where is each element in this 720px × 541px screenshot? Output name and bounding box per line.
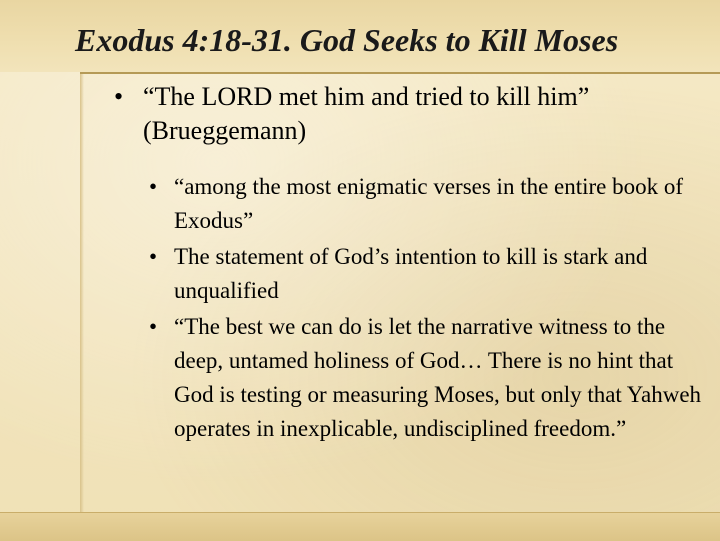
sub-bullet-1 bbox=[145, 170, 710, 238]
sub-bullet-list bbox=[110, 170, 710, 446]
bullet-icon: • bbox=[149, 314, 158, 339]
sub-bullet-text: “The best we can do is let the narrative witness to the deep, untamed holiness of God… There is no hint that God is testing or measuring Moses, but only that Yahweh operates in inexplicable, undisciplined freedom.” bbox=[174, 314, 702, 441]
bullet-icon: • bbox=[149, 174, 158, 199]
slide-body bbox=[110, 80, 710, 448]
bullet-main bbox=[110, 80, 710, 148]
title-divider bbox=[80, 72, 720, 74]
left-decorative-band bbox=[80, 74, 84, 532]
bullet-main-text: “The LORD met him and tried to kill him” (Brueggemann) bbox=[143, 82, 590, 145]
bullet-icon: • bbox=[149, 244, 158, 269]
bullet-icon: • bbox=[114, 82, 124, 111]
sub-bullet-text: The statement of God’s intention to kill is stark and unqualified bbox=[174, 244, 648, 303]
title-bar bbox=[0, 0, 720, 72]
sub-bullet-3 bbox=[145, 310, 710, 446]
sub-bullet-text: “among the most enigmatic verses in the entire book of Exodus” bbox=[174, 174, 684, 233]
slide-title: Exodus 4:18-31. God Seeks to Kill Moses bbox=[75, 22, 619, 58]
bottom-decorative-band bbox=[0, 512, 720, 541]
sub-bullet-2 bbox=[145, 240, 710, 308]
